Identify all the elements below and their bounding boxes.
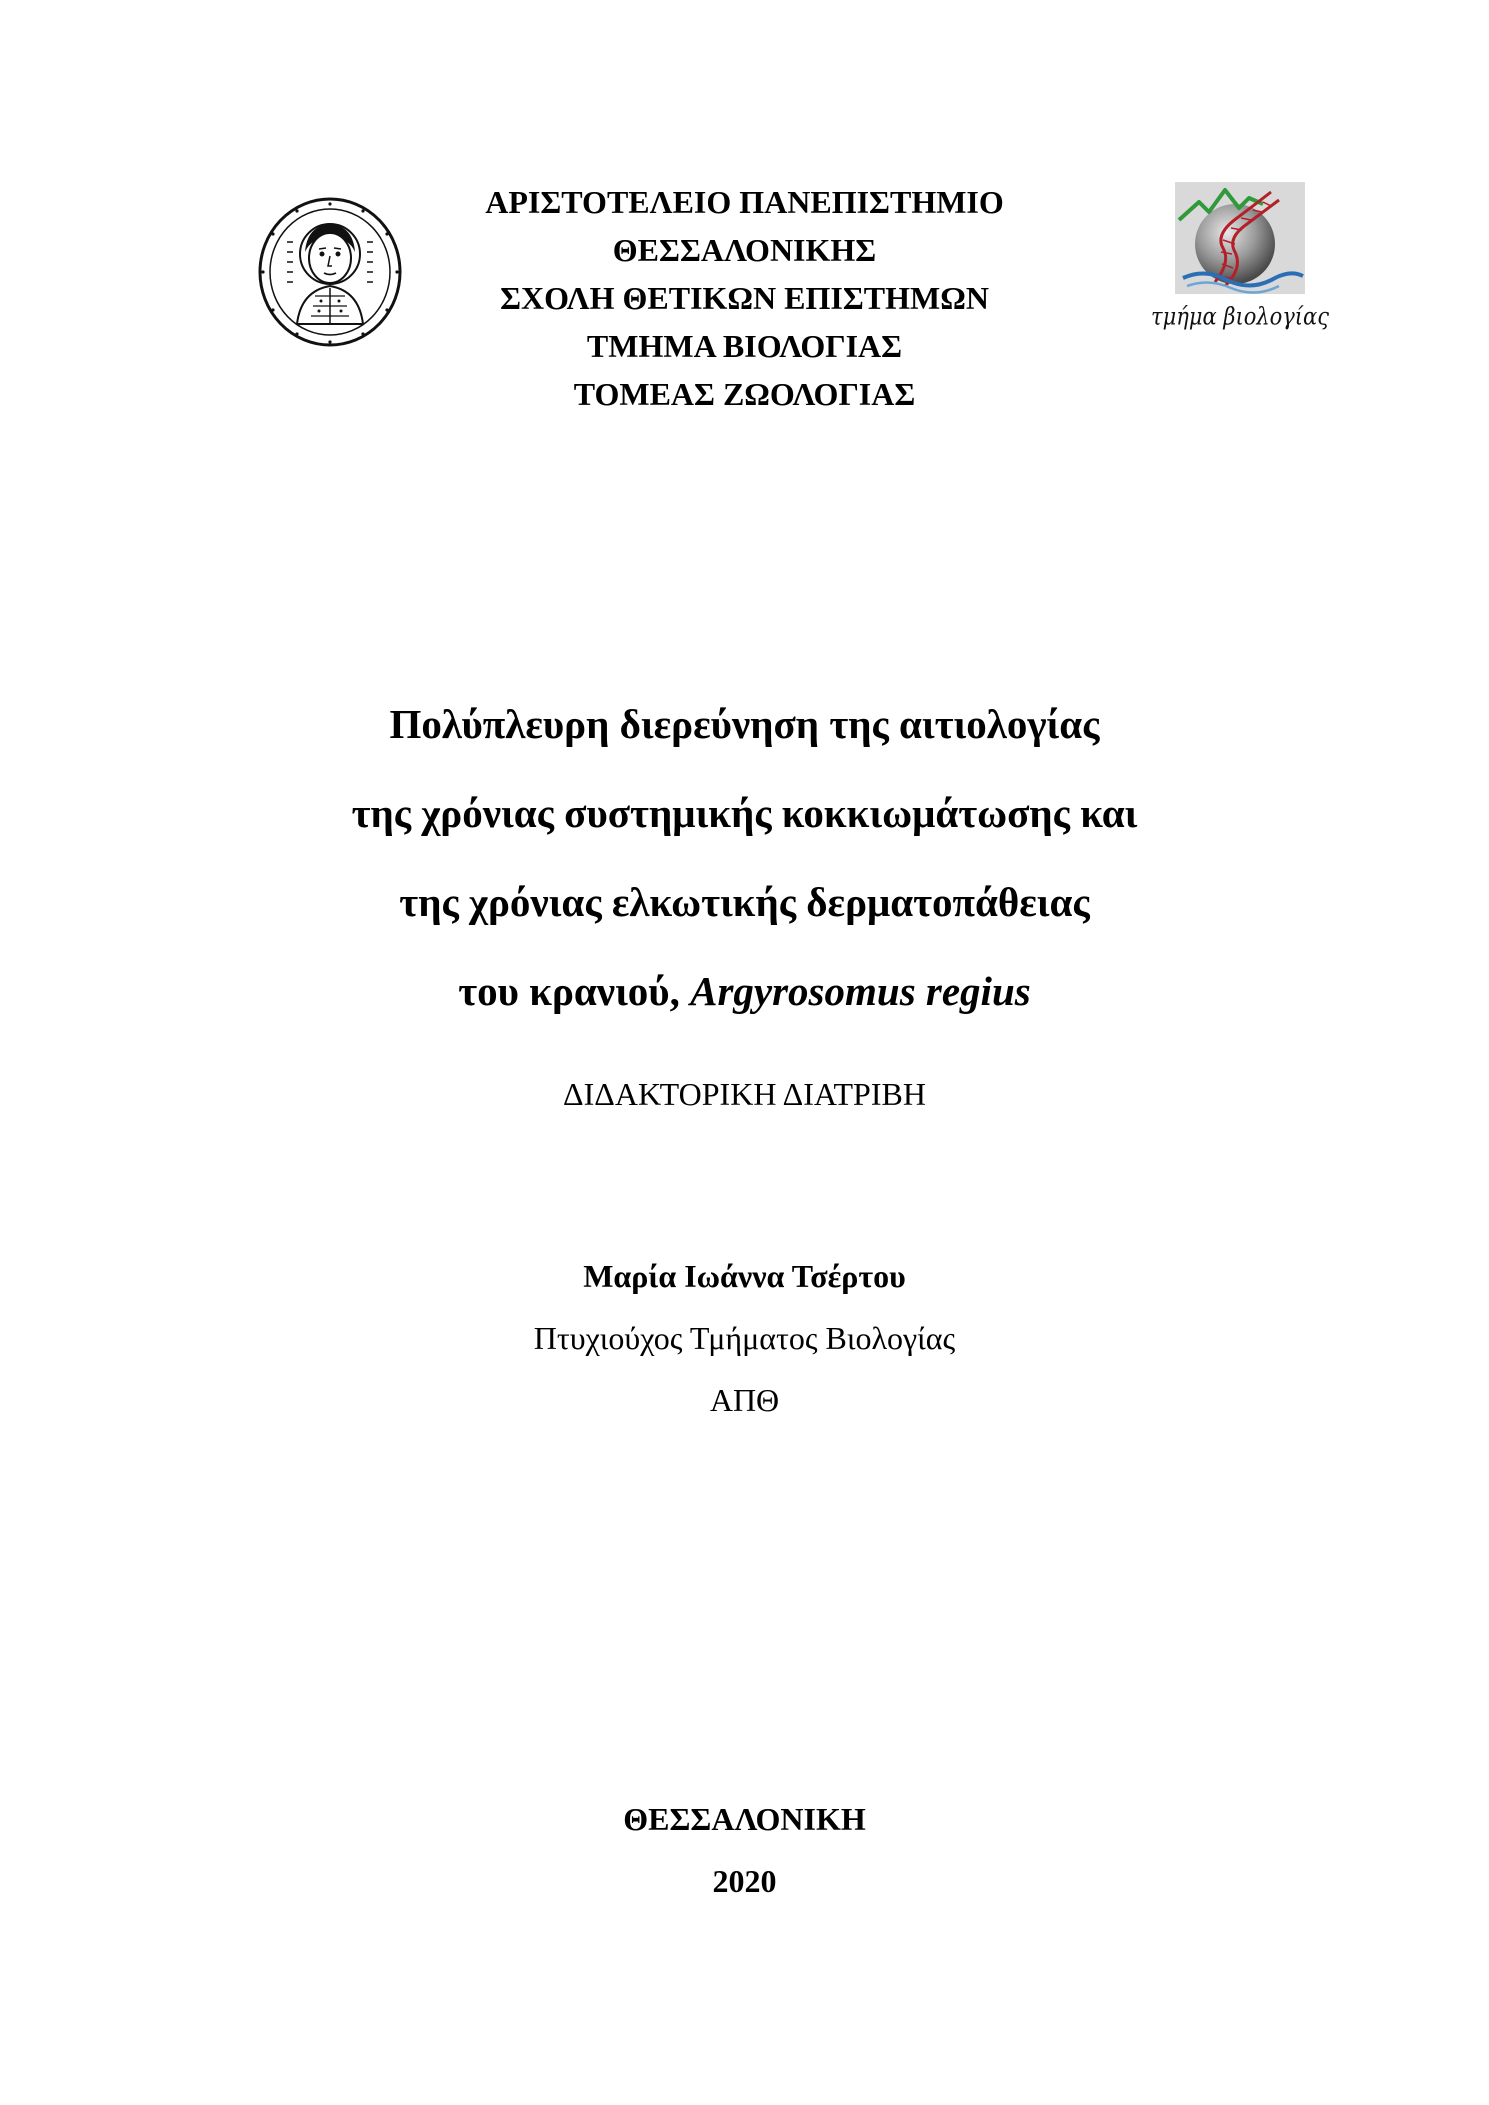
svg-text:τμήμα βιολογίας: τμήμα βιολογίας — [1151, 303, 1329, 332]
title-line-3: της χρόνιας ελκωτικής δερματοπάθειας — [399, 879, 1090, 925]
title-line-4-prefix: του κρανιού, — [458, 968, 691, 1014]
title-line-2: της χρόνιας συστημικής κοκκιωμάτωσης και — [351, 790, 1138, 836]
title-line-1: Πολύπλευρη διερεύνηση της αιτιολογίας — [389, 701, 1100, 747]
footer-year: 2020 — [712, 1863, 777, 1899]
author-institution: ΑΠΘ — [709, 1382, 780, 1418]
thesis-type: ΔΙΔΑΚΤΟΡΙΚΗ ΔΙΑΤΡΙΒΗ — [563, 1076, 926, 1112]
species-name: Argyrosomus regius — [690, 968, 1031, 1014]
title-line-4 — [0, 947, 1489, 1036]
footer-place: ΘΕΣΣΑΛΟΝΙΚΗ — [623, 1801, 866, 1837]
section-name: ΤΟΜΕΑΣ ΖΩΟΛΟΓΙΑΣ — [573, 376, 916, 412]
title-page-footer — [0, 1788, 1489, 1912]
author-name: Μαρία Ιωάννα Τσέρτου — [583, 1258, 906, 1294]
author-degree: Πτυχιούχος Τμήματος Βιολογίας — [533, 1320, 956, 1356]
thesis-title — [0, 680, 1489, 1036]
university-city: ΘΕΣΣΑΛΟΝΙΚΗΣ — [612, 232, 877, 268]
biology-department-logo-icon — [1151, 182, 1329, 338]
author-block — [0, 1245, 1489, 1431]
university-name: ΑΡΙΣΤΟΤΕΛΕΙΟ ΠΑΝΕΠΙΣΤΗΜΙΟ — [485, 184, 1004, 220]
department-name: ΤΜΗΜΑ ΒΙΟΛΟΓΙΑΣ — [586, 328, 903, 364]
school-name: ΣΧΟΛΗ ΘΕΤΙΚΩΝ ΕΠΙΣΤΗΜΩΝ — [500, 280, 989, 316]
